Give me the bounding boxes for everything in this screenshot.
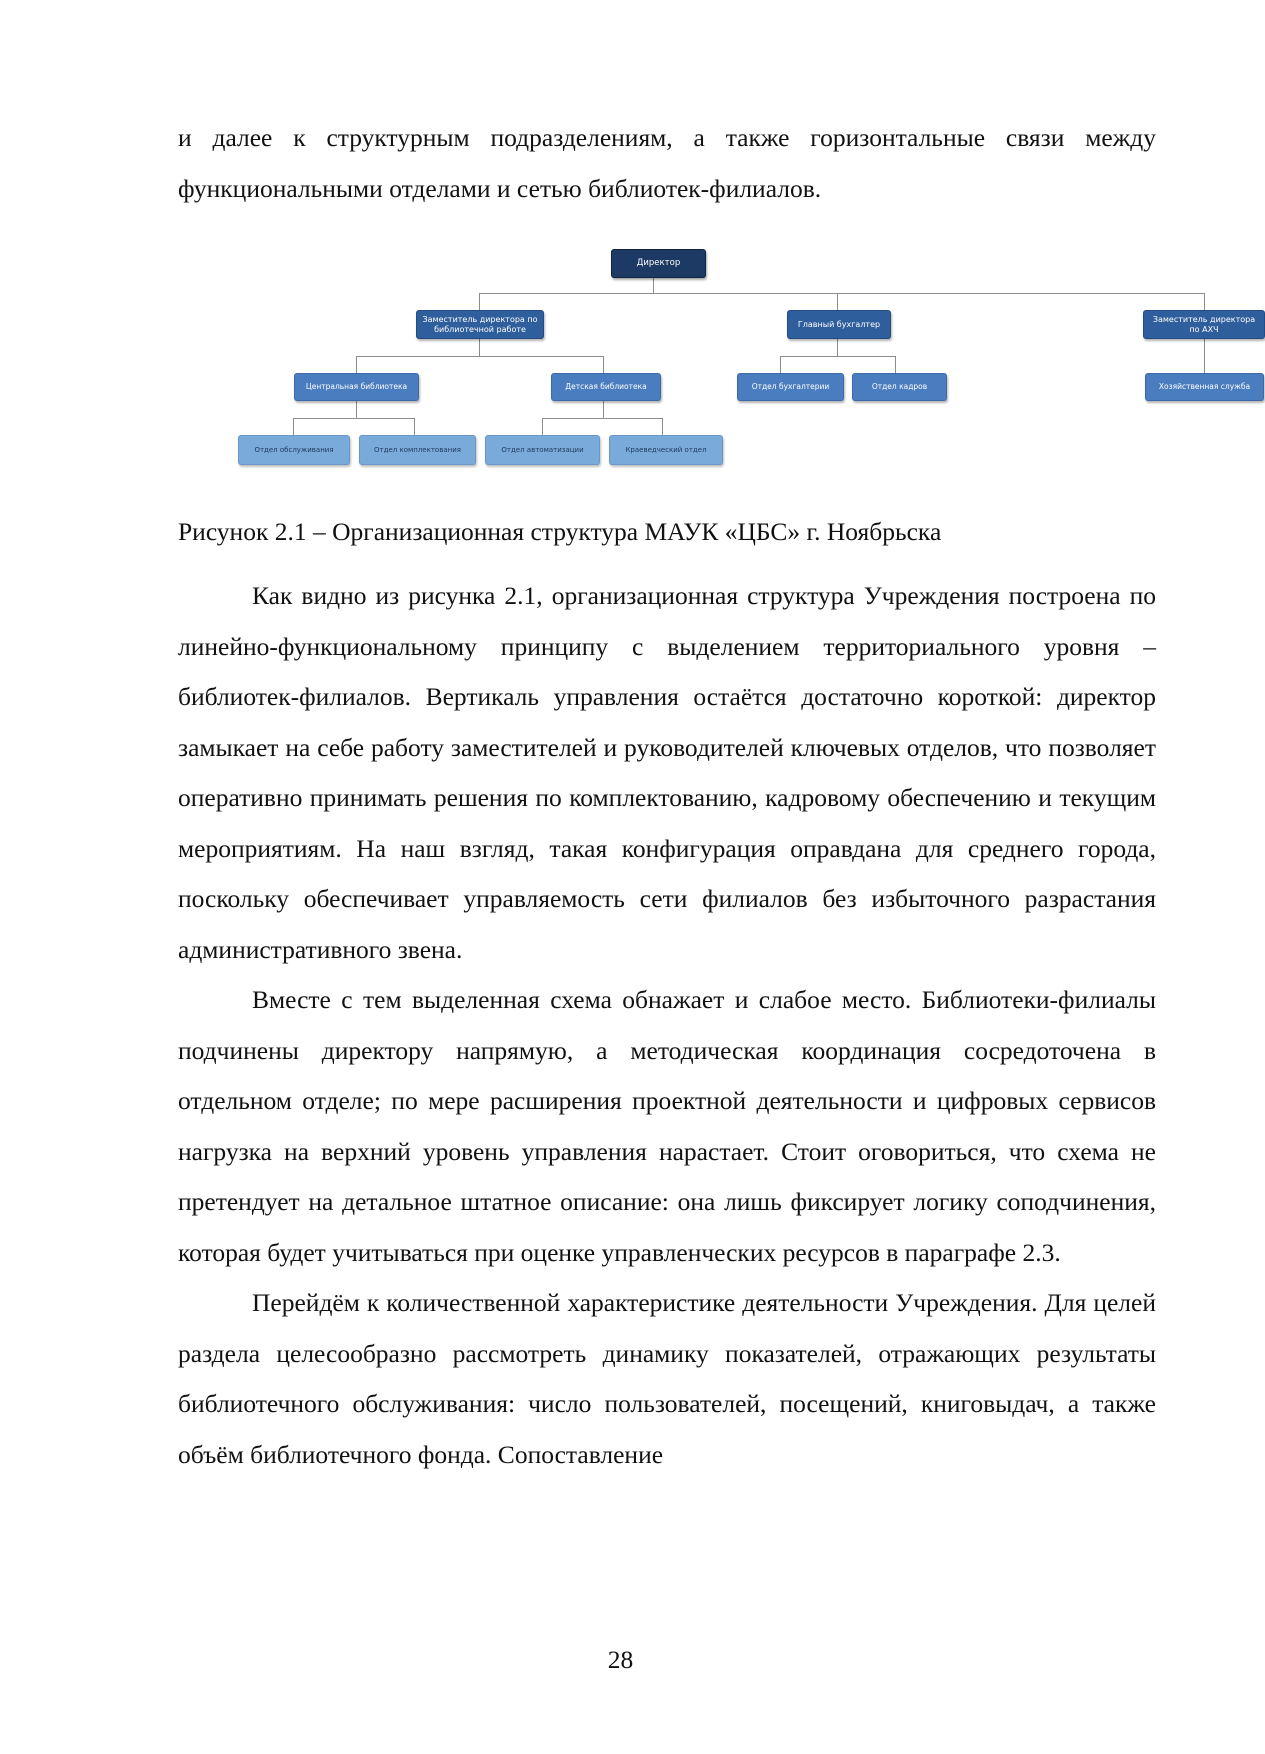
connector (603, 356, 604, 373)
body-paragraph: Как видно из рисунка 2.1, организационная структура Учреждения построена по линейно-функциональному принципу с выделением территориального уровня – библиотек-филиалов. Вертикаль управления остаётся достаточно короткой: директор замыкает на себе работу заместителей и руководителей ключевых отделов, что позволяет оперативно принимать решения по комплектованию, кадровому обеспечению и текущим мероприятиям. На наш взгляд, такая конфигурация оправдана для среднего города, поскольку обеспечивает управляемость сети филиалов без избыточного разрастания административного звена. (178, 581, 1156, 964)
org-node-accounting-dept: Отдел бухгалтерии (737, 373, 844, 401)
org-node-deputy-ahch: Заместитель директора по АХЧ (1143, 310, 1265, 339)
connector (356, 356, 603, 357)
connector (356, 356, 357, 373)
intro-text-block (178, 113, 1156, 214)
intro-paragraph: и далее к структурным подразделениям, а также горизонтальные связи между функциональными отделами и сетью библиотек-филиалов. (178, 123, 1156, 203)
org-chart-figure (233, 244, 1256, 490)
connector (479, 293, 480, 310)
body-paragraph: Перейдём к количественной характеристике деятельности Учреждения. Для целей раздела целесообразно рассмотреть динамику показателей, отражающих результаты библиотечного обслуживания: число пользователей, посещений, книговыдач, а также объём библиотечного фонда. Сопоставление (178, 1288, 1156, 1469)
body-text-block (178, 571, 1156, 1480)
connector (542, 418, 543, 435)
org-node-children-library: Детская библиотека (551, 373, 661, 401)
connector (479, 339, 480, 356)
connector (1204, 293, 1205, 310)
connector (414, 418, 415, 435)
connector (1204, 339, 1205, 373)
org-node-deputy-library: Заместитель директора по библиотечной работе (416, 310, 544, 339)
connector (293, 418, 294, 435)
connector (356, 401, 357, 418)
org-node-service-dept: Отдел обслуживания (238, 435, 350, 465)
org-node-local-history-dept: Краеведческий отдел (609, 435, 723, 465)
page-number: 28 (607, 1645, 634, 1674)
connector (662, 418, 663, 435)
org-node-maintenance-service: Хозяйственная служба (1145, 373, 1264, 401)
org-node-chief-accountant: Главный бухгалтер (787, 310, 891, 339)
connector (780, 356, 895, 357)
org-node-hr-dept: Отдел кадров (852, 373, 947, 401)
body-paragraph: Вместе с тем выделенная схема обнажает и слабое место. Библиотеки-филиалы подчинены директору напрямую, а методическая координация сосредоточена в отдельном отделе; по мере расширения проектной деятельности и цифровых сервисов нагрузка на верхний уровень управления нарастает. Стоит оговориться, что схема не претендует на детальное штатное описание: она лишь фиксирует логику соподчинения, которая будет учитываться при оценке управленческих ресурсов в параграфе 2.3. (178, 985, 1156, 1267)
connector (780, 356, 781, 373)
connector (653, 277, 654, 293)
connector (895, 356, 896, 373)
org-node-acquisition-dept: Отдел комплектования (359, 435, 476, 465)
connector (603, 401, 604, 418)
connector (837, 293, 838, 310)
connector (837, 339, 838, 356)
connector (542, 418, 662, 419)
figure-caption: Рисунок 2.1 – Организационная структура МАУК «ЦБС» г. Ноябрьска (178, 517, 942, 546)
org-node-director: Директор (611, 249, 706, 278)
connector (293, 418, 414, 419)
org-node-automation-dept: Отдел автоматизации (485, 435, 600, 465)
org-node-central-library: Центральная библиотека (294, 373, 419, 401)
connector (479, 293, 1204, 294)
